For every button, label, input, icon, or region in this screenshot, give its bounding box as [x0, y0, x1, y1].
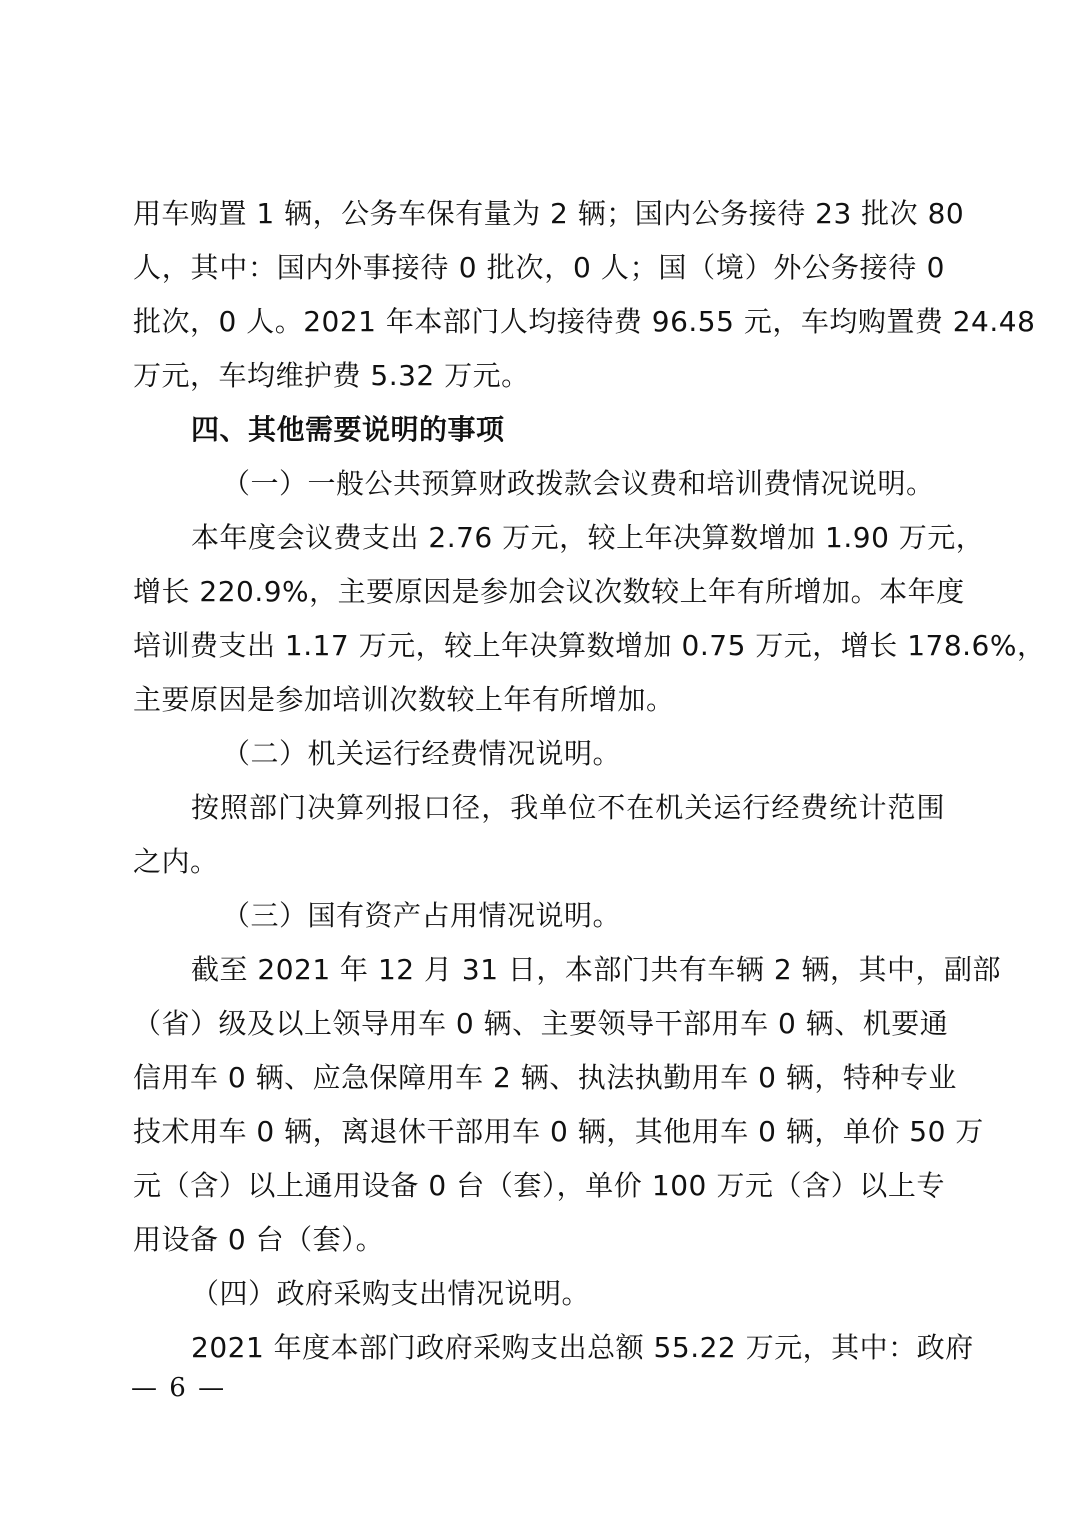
body-text-line: 万元，车均维护费 5.32 万元。	[133, 359, 530, 392]
subsection-heading: （三）国有资产占用情况说明。	[222, 899, 622, 932]
body-text-line: 培训费支出 1.17 万元，较上年决算数增加 0.75 万元，增长 178.6%，	[133, 629, 1046, 662]
body-text-line: 2021 年度本部门政府采购支出总额 55.22 万元，其中：政府	[191, 1331, 974, 1364]
body-text-line: 信用车 0 辆、应急保障用车 2 辆、执法执勤用车 0 辆，特种专业	[133, 1061, 957, 1094]
page-number: — 6 —	[131, 1373, 227, 1403]
subsection-heading: （一）一般公共预算财政拨款会议费和培训费情况说明。	[222, 467, 935, 500]
body-text-line: 之内。	[133, 845, 219, 878]
subsection-heading: （四）政府采购支出情况说明。	[191, 1277, 591, 1310]
subsection-heading: （二）机关运行经费情况说明。	[222, 737, 622, 770]
body-text-line: 用车购置 1 辆，公务车保有量为 2 辆；国内公务接待 23 批次 80	[133, 197, 965, 230]
body-text-line: 人，其中：国内外事接待 0 批次，0 人；国（境）外公务接待 0	[133, 251, 945, 284]
body-text-line: 技术用车 0 辆，离退休干部用车 0 辆，其他用车 0 辆，单价 50 万	[133, 1115, 984, 1148]
section-heading: 四、其他需要说明的事项	[191, 413, 505, 446]
body-text-line: 本年度会议费支出 2.76 万元，较上年决算数增加 1.90 万元，	[191, 521, 985, 554]
body-text-line: （省）级及以上领导用车 0 辆、主要领导干部用车 0 辆、机要通	[133, 1007, 949, 1040]
body-text-line: 元（含）以上通用设备 0 台（套），单价 100 万元（含）以上专	[133, 1169, 945, 1202]
body-text-line: 按照部门决算列报口径，我单位不在机关运行经费统计范围	[191, 791, 945, 824]
body-text-line: 增长 220.9%，主要原因是参加会议次数较上年有所增加。本年度	[133, 575, 965, 608]
body-text-line: 主要原因是参加培训次数较上年有所增加。	[133, 683, 675, 716]
body-text-line: 批次，0 人。2021 年本部门人均接待费 96.55 元，车均购置费 24.48	[133, 305, 1036, 338]
body-text-line: 截至 2021 年 12 月 31 日，本部门共有车辆 2 辆，其中，副部	[191, 953, 1002, 986]
body-text-line: 用设备 0 台（套）。	[133, 1223, 385, 1256]
